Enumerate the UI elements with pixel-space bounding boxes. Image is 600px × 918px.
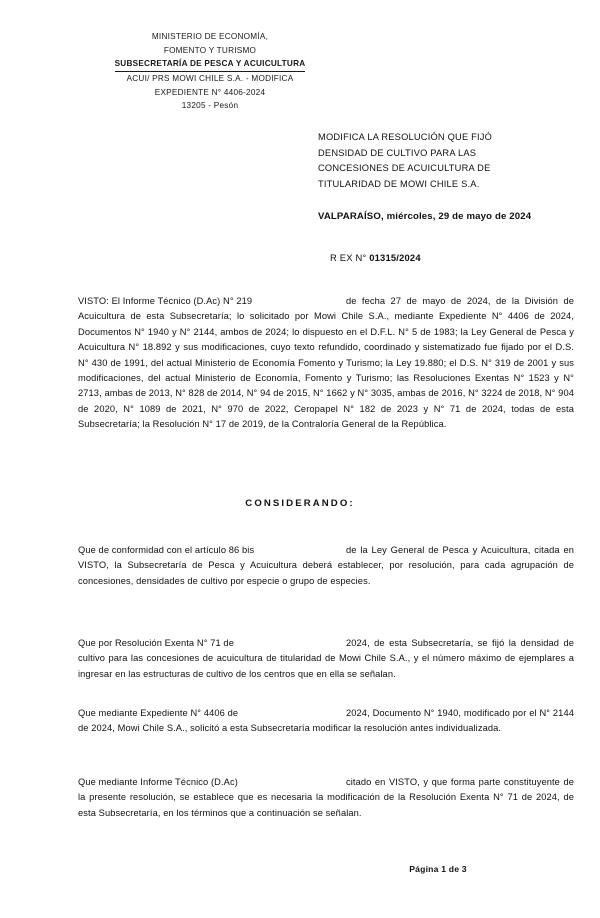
considerando-4-text: citado en VISTO, y que forma parte constituyente de la presente resolución, se establece que es necesaria la modificación de la Resolución Exenta N° 71 de 2024, de esta Subsecretaría, en los términos que a continuación se señalan. xyxy=(78,777,574,818)
letterhead-subsecretaria-text: SUBSECRETARÍA DE PESCA Y ACUICULTURA xyxy=(115,57,306,72)
resolution-number-prefix: R EX N° xyxy=(330,252,367,263)
letterhead-subsecretaria xyxy=(62,57,358,72)
considerando-heading: CONSIDERANDO: xyxy=(245,498,355,509)
resolution-number-value: 01315/2024 xyxy=(369,252,421,263)
subject-line-1: MODIFICA LA RESOLUCIÓN QUE FIJÓ xyxy=(318,132,493,142)
resolution-number xyxy=(330,252,421,263)
place-date: VALPARAÍSO, miércoles, 29 de mayo de 2024 xyxy=(318,211,532,222)
letterhead-code: 13205 - Pesón xyxy=(181,101,239,111)
visto-lead: VISTO: El Informe Técnico (D.Ac) N° 219 xyxy=(78,296,253,306)
considerando-2-lead: Que por Resolución Exenta N° 71 de xyxy=(78,638,234,648)
visto-text: de fecha 27 de mayo de 2024, de la División de Acuicultura de esta Subsecretaría; lo solicitado por Mowi Chile S.A., mediante Expediente N° 4406 de 2024, Documentos N° 1940 y N° 2144, ambos de 2024; lo dispuesto en el D.F.L. N° 5 de 1983; la Ley General de Pesca y Acuicultura N° 18.892 y sus modificaciones, cuyo texto refundido, coordinado y sistematizado fue fijado por el D.S. N° 430 de 1991, del actual Ministerio de Economía Fomento y Turismo; la Ley 19.880; el D.S. N° 319 de 2001 y sus modificaciones, del actual Ministerio de Economía, Fomento y Turismo; las Resoluciones Exentas N° 1523 y N° 2713, ambas de 2013, N° 828 de 2014, N° 94 de 2015, N° 1662 y N° 3035, ambas de 2016, N° 3224 de 2018, N° 904 de 2020, N° 1089 de 2021, N° 970 de 2022, Ceropapel N° 182 de 2023 y N° 71 de 2024, todas de esta Subsecretaría; la Resolución N° 17 de 2019, de la Contraloría General de la República. xyxy=(78,296,574,430)
considerando-3-text: 2024, Documento N° 1940, modificado por el N° 2144 de 2024, Mowi Chile S.A., solicitó a esta Subsecretaría modificar la resolución antes individualizada. xyxy=(78,708,574,734)
letterhead-expediente: EXPEDIENTE N° 4406-2024 xyxy=(154,87,266,97)
considerando-paragraph-4 xyxy=(78,775,574,821)
letterhead xyxy=(62,30,358,113)
visto-paragraph xyxy=(78,294,574,433)
considerando-3-lead: Que mediante Expediente N° 4406 de xyxy=(78,708,239,718)
letterhead-reference: ACUI/ PRS MOWI CHILE S.A. - MODIFICA xyxy=(126,74,294,84)
considerando-paragraph-3 xyxy=(78,706,574,737)
considerando-1-text: de la Ley General de Pesca y Acuicultura, citada en VISTO, la Subsecretaría de Pesca y Acuicultura deberá establecer, por resolución, para cada agrupación de concesiones, densidades de cultivo por especie o grupo de especies. xyxy=(78,545,574,586)
considerando-paragraph-1 xyxy=(78,543,574,589)
considerando-1-lead: Que de conformidad con el artículo 86 bis xyxy=(78,545,255,555)
page-number: Página 1 de 3 xyxy=(409,864,467,874)
subject-block xyxy=(318,130,576,192)
subject-line-3: CONCESIONES DE ACUICULTURA DE xyxy=(318,163,491,173)
subject-line-4: TITULARIDAD DE MOWI CHILE S.A. xyxy=(318,178,480,189)
letterhead-ministry-line2: FOMENTO Y TURISMO xyxy=(163,45,257,55)
page-footer xyxy=(0,864,600,874)
subject-line-2: DENSIDAD DE CULTIVO PARA LAS xyxy=(318,147,477,158)
considerando-paragraph-2 xyxy=(78,636,574,682)
letterhead-ministry-line1: MINISTERIO DE ECONOMÍA, xyxy=(151,32,269,41)
considerando-4-lead: Que mediante Informe Técnico (D.Ac) xyxy=(78,777,238,787)
considerando-2-text: 2024, de esta Subsecretaría, se fijó la densidad de cultivo para las concesiones de acuicultura de titularidad de Mowi Chile S.A., y el número máximo de ejemplares a ingresar en las estructuras de cultivo de los centros que en ella se señalan. xyxy=(78,638,574,679)
